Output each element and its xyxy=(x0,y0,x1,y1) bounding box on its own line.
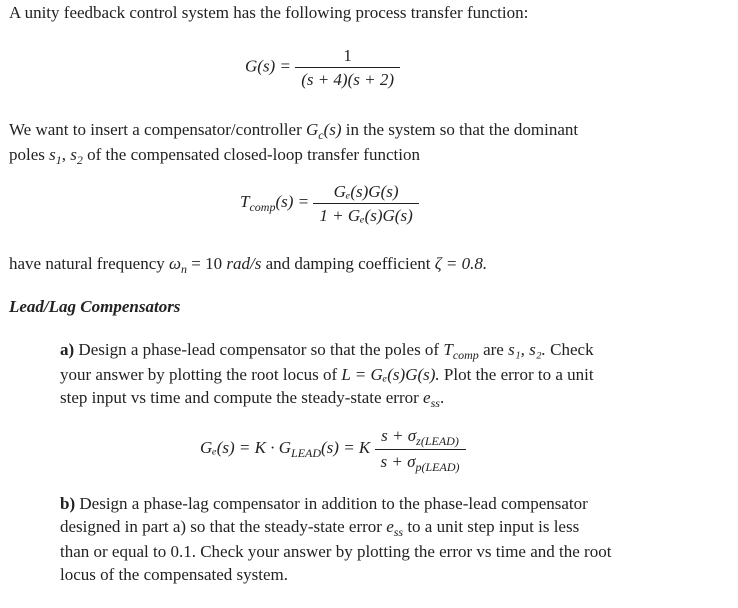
loop-gain-eq: L = Gₑ(s)G(s). xyxy=(341,365,440,384)
zeta-value: ζ = 0.8. xyxy=(434,254,488,273)
part-b-text: b) Design a phase-lag compensator in addition to the phase-lead compensator designed in part a) so that the steady-state error $e_{ss}$ to a unit step input is less than or equal to 0.1. Check your answer by plotting the error vs time and the root locus of the compensated system. xyxy=(60,494,612,584)
ess-symbol: $e_{ss}$ xyxy=(423,388,440,410)
t-lhs: $T_{comp}(s)$ = xyxy=(240,192,310,215)
wn-unit: rad/s xyxy=(226,254,262,273)
para3-text-2: and damping coefficient xyxy=(265,254,431,273)
s2-symbol: $s_2$ xyxy=(70,145,83,167)
lead-denominator: $s + \sigma_{p(LEAD)}$ xyxy=(380,452,460,474)
g-lhs: G(s) = xyxy=(245,56,291,76)
para2-text-4: of the compensated closed-loop transfer function xyxy=(87,145,420,164)
closed-loop-transfer-function xyxy=(240,180,419,227)
g-denominator: (s + 4)(s + 2) xyxy=(301,70,395,89)
t-fraction xyxy=(313,180,418,227)
intro-text: A unity feedback control system has the following process transfer function: xyxy=(9,3,529,22)
gc-symbol: $G_c(s)$ xyxy=(305,120,342,142)
s1-symbol: $s_1$ xyxy=(49,145,62,167)
section-heading: Lead/Lag Compensators xyxy=(9,297,181,316)
lead-lhs: $G_e(s) = K \cdot G_{LEAD}(s) = K$ xyxy=(200,438,371,461)
part-a-text: a) Design a phase-lead compensator so that the poles of $T_{comp}$ are s₁, s₂. Check your answer by plotting the root locus of L = Gₑ(s)G(s). Plot the error to a unit step input vs time and compute the steady-state error $e_{ss}$. xyxy=(60,340,594,410)
compensator-paragraph: We want to insert a compensator/controller $G_c(s)$ in the system so that the dominant poles $s_1$, $s_2$ of the compensated closed-loop transfer function xyxy=(9,120,579,167)
process-transfer-function xyxy=(245,44,400,91)
para2-text-2: in the system so that the dominant xyxy=(345,120,579,139)
para3-text-1: have natural frequency xyxy=(9,254,165,273)
t-denominator: 1 + Gₑ(s)G(s) xyxy=(319,206,413,225)
para2-text-1: We want to insert a compensator/controller xyxy=(9,120,302,139)
part-b-label: b) xyxy=(60,494,76,513)
lead-compensator-equation xyxy=(200,424,466,475)
g-numerator: 1 xyxy=(295,44,400,68)
t-numerator: Gₑ(s)G(s) xyxy=(313,180,418,204)
lead-fraction xyxy=(375,424,466,475)
tcomp-symbol: $T_{comp}$ xyxy=(443,340,479,362)
para2-text-3: poles xyxy=(9,145,45,164)
poles-symbol: s₁, s₂. xyxy=(508,340,546,359)
g-fraction xyxy=(295,44,400,91)
wn-value: = 10 xyxy=(191,254,223,273)
ess-symbol-b: $e_{ss}$ xyxy=(386,517,404,539)
wn-symbol: $\omega_n$ xyxy=(169,254,188,276)
specs-paragraph xyxy=(9,252,729,277)
lead-numerator: $s + \sigma_{z(LEAD)}$ xyxy=(375,424,466,450)
part-a-label: a) xyxy=(60,340,75,359)
